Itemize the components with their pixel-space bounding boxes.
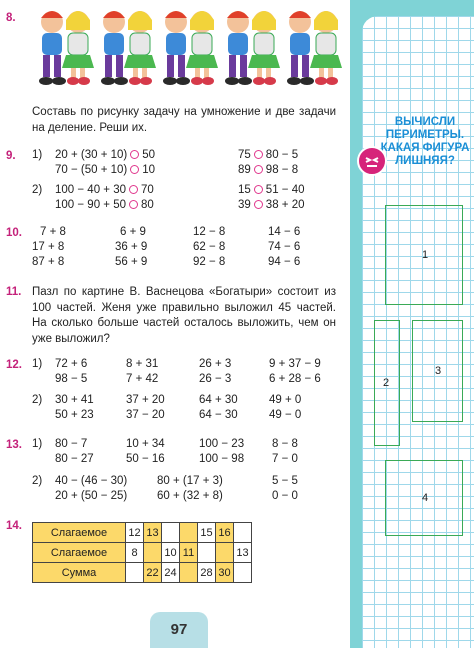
table-row: Слагаемое 8 10 11 13: [33, 543, 252, 563]
addition-table: [32, 522, 252, 583]
task-9-part-1: 1): [32, 149, 43, 161]
figure-2: 2: [374, 320, 400, 446]
children-illustration: [32, 6, 342, 94]
thinking-face-icon: [357, 146, 387, 176]
task-8-text: Составь по рисунку задачу на умножение и две задачи на деление. Реши их.: [32, 106, 336, 134]
task-12-part-2: 2): [32, 394, 43, 406]
compare-row: 89 98 − 8: [238, 164, 299, 176]
compare-row: 100 − 40 + 30 70: [55, 184, 154, 196]
page-number: 97: [150, 612, 208, 648]
compare-row: 75 80 − 5: [238, 149, 299, 161]
task-13-number: 13.: [6, 439, 22, 451]
compare-row: 100 − 90 + 50 80: [55, 199, 154, 211]
task-8-number: 8.: [6, 12, 16, 24]
task-13-part-2: 2): [32, 475, 43, 487]
figure-1: 1: [385, 205, 463, 305]
task-9-number: 9.: [6, 150, 16, 162]
task-12-part-1: 1): [32, 358, 43, 370]
compare-row: 39 38 + 20: [238, 199, 305, 211]
figure-4: 4: [385, 460, 463, 536]
task-9-part-2: 2): [32, 184, 43, 196]
compare-row: 70 − (50 + 10) 10: [55, 164, 156, 176]
compare-row: 20 + (30 + 10) 50: [55, 149, 156, 161]
compare-row: 15 51 − 40: [238, 184, 305, 196]
sidebar-title: ВЫЧИСЛИ ПЕРИМЕТРЫ. КАКАЯ ФИГУРА ЛИШНЯЯ?: [380, 116, 470, 167]
task-13-part-1: 1): [32, 438, 43, 450]
task-12-number: 12.: [6, 359, 22, 371]
table-row: Сумма 22 24 28 30: [33, 563, 252, 583]
task-11-text: Пазл по картине В. Васнецова «Богатыри» состоит из 100 частей. Женя уже правильно выложил 45 частей. На сколько больше частей осталось выложить, чем он уже выложил?: [32, 286, 336, 345]
table-row: Слагаемое 12 13 15 16: [33, 523, 252, 543]
task-11-number: 11.: [6, 286, 22, 298]
figure-3: 3: [412, 320, 463, 422]
task-14-number: 14.: [6, 520, 22, 532]
task-10-number: 10.: [6, 227, 22, 239]
